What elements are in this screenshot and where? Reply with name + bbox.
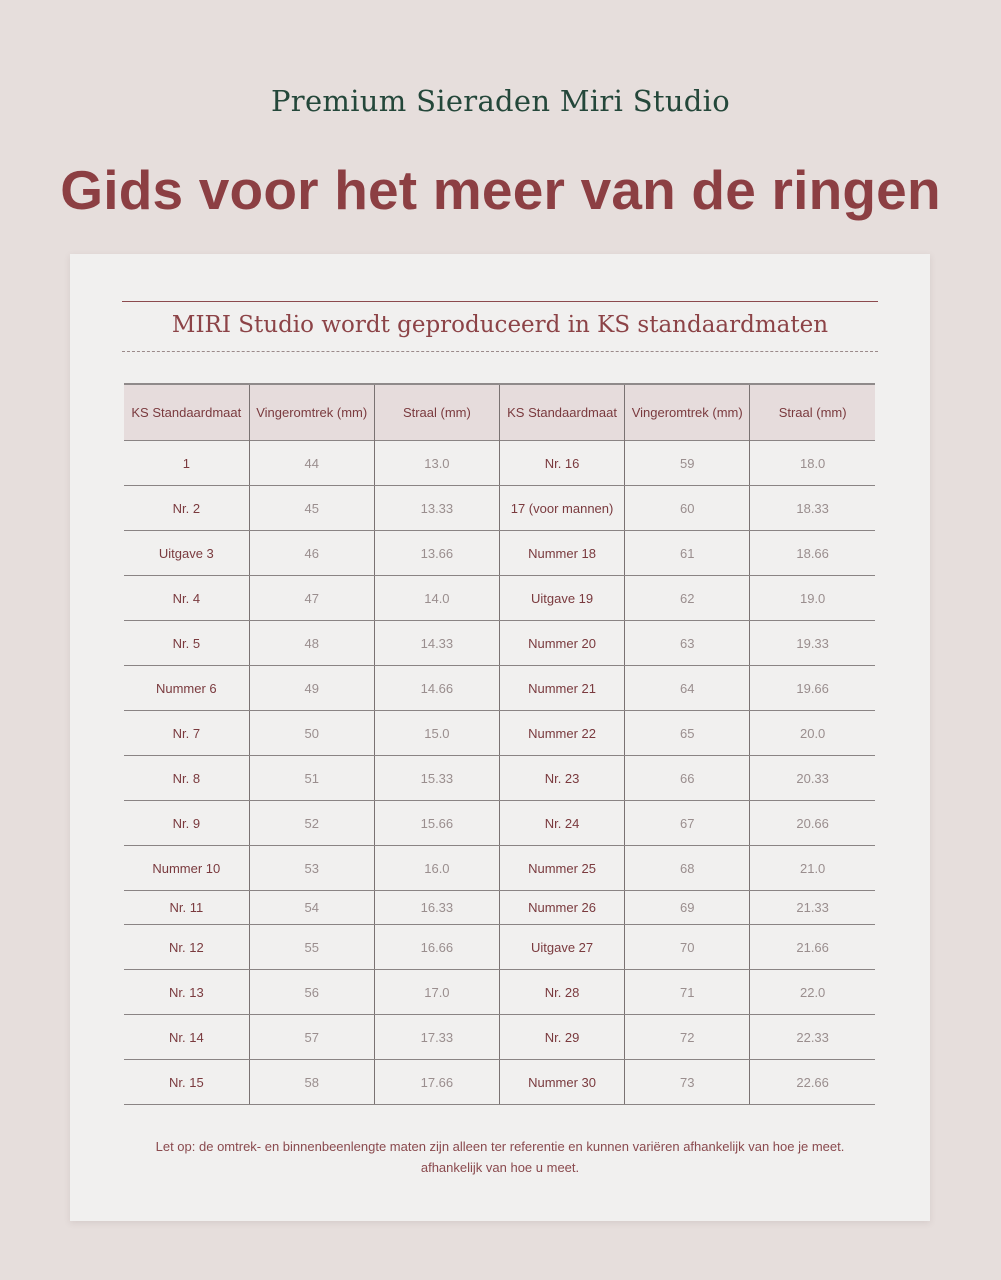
radius-cell: 16.66 xyxy=(374,925,499,970)
circumference-cell: 65 xyxy=(625,711,750,756)
top-divider xyxy=(122,301,878,302)
ks-size-cell: Nummer 10 xyxy=(124,846,249,891)
table-row xyxy=(124,801,875,846)
ks-size-cell: Nummer 22 xyxy=(499,711,624,756)
circumference-cell: 45 xyxy=(249,486,374,531)
radius-cell: 17.0 xyxy=(374,970,499,1015)
radius-cell: 21.0 xyxy=(750,846,875,891)
ks-size-cell: Nr. 5 xyxy=(124,621,249,666)
radius-cell: 18.66 xyxy=(750,531,875,576)
ks-size-cell: Nr. 24 xyxy=(499,801,624,846)
radius-cell: 19.0 xyxy=(750,576,875,621)
radius-cell: 15.66 xyxy=(374,801,499,846)
table-body xyxy=(124,441,875,1105)
table-row xyxy=(124,621,875,666)
ks-size-cell: Nummer 25 xyxy=(499,846,624,891)
circumference-cell: 70 xyxy=(625,925,750,970)
table-header-row xyxy=(124,384,875,441)
column-header-ks-size: KS Standaardmaat xyxy=(124,384,249,441)
radius-cell: 15.0 xyxy=(374,711,499,756)
circumference-cell: 57 xyxy=(249,1015,374,1060)
radius-cell: 14.0 xyxy=(374,576,499,621)
measurement-note xyxy=(110,1136,890,1178)
circumference-cell: 59 xyxy=(625,441,750,486)
radius-cell: 13.0 xyxy=(374,441,499,486)
circumference-cell: 73 xyxy=(625,1060,750,1105)
circumference-cell: 61 xyxy=(625,531,750,576)
column-header-radius: Straal (mm) xyxy=(374,384,499,441)
table-row xyxy=(124,576,875,621)
radius-cell: 20.33 xyxy=(750,756,875,801)
circumference-cell: 62 xyxy=(625,576,750,621)
radius-cell: 14.33 xyxy=(374,621,499,666)
ks-size-cell: Nr. 23 xyxy=(499,756,624,801)
table-row xyxy=(124,846,875,891)
radius-cell: 22.33 xyxy=(750,1015,875,1060)
page-title: Gids voor het meer van de ringen xyxy=(60,159,941,221)
radius-cell: 13.33 xyxy=(374,486,499,531)
note-line: afhankelijk van hoe u meet. xyxy=(420,1160,580,1175)
ring-size-table xyxy=(124,383,875,1105)
table-row xyxy=(124,531,875,576)
radius-cell: 21.33 xyxy=(750,891,875,925)
ks-size-cell: Nr. 16 xyxy=(499,441,624,486)
circumference-cell: 50 xyxy=(249,711,374,756)
table-row xyxy=(124,1060,875,1105)
circumference-cell: 71 xyxy=(625,970,750,1015)
dotted-divider xyxy=(122,351,878,352)
circumference-cell: 58 xyxy=(249,1060,374,1105)
radius-cell: 18.0 xyxy=(750,441,875,486)
table-row xyxy=(124,756,875,801)
circumference-cell: 51 xyxy=(249,756,374,801)
table-row xyxy=(124,1015,875,1060)
column-header-circumference: Vingeromtrek (mm) xyxy=(249,384,374,441)
card-subtitle: MIRI Studio wordt geproduceerd in KS standaardmaten xyxy=(171,312,829,338)
circumference-cell: 44 xyxy=(249,441,374,486)
column-header-radius: Straal (mm) xyxy=(750,384,875,441)
ks-size-cell: Uitgave 3 xyxy=(124,531,249,576)
table-row xyxy=(124,891,875,925)
ks-size-cell: Nr. 15 xyxy=(124,1060,249,1105)
ks-size-cell: Nr. 4 xyxy=(124,576,249,621)
ks-size-cell: Nr. 2 xyxy=(124,486,249,531)
ks-size-cell: Nr. 29 xyxy=(499,1015,624,1060)
radius-cell: 19.66 xyxy=(750,666,875,711)
circumference-cell: 66 xyxy=(625,756,750,801)
table-row xyxy=(124,666,875,711)
radius-cell: 14.66 xyxy=(374,666,499,711)
ks-size-cell: Nummer 21 xyxy=(499,666,624,711)
circumference-cell: 72 xyxy=(625,1015,750,1060)
circumference-cell: 54 xyxy=(249,891,374,925)
circumference-cell: 47 xyxy=(249,576,374,621)
circumference-cell: 48 xyxy=(249,621,374,666)
ks-size-cell: Nr. 12 xyxy=(124,925,249,970)
ks-size-cell: Uitgave 27 xyxy=(499,925,624,970)
ks-size-cell: Nummer 20 xyxy=(499,621,624,666)
column-header-ks-size: KS Standaardmaat xyxy=(499,384,624,441)
table-row xyxy=(124,925,875,970)
circumference-cell: 67 xyxy=(625,801,750,846)
circumference-cell: 60 xyxy=(625,486,750,531)
circumference-cell: 46 xyxy=(249,531,374,576)
radius-cell: 15.33 xyxy=(374,756,499,801)
radius-cell: 17.66 xyxy=(374,1060,499,1105)
table-row xyxy=(124,711,875,756)
size-chart-card xyxy=(70,254,930,1221)
circumference-cell: 64 xyxy=(625,666,750,711)
circumference-cell: 68 xyxy=(625,846,750,891)
circumference-cell: 63 xyxy=(625,621,750,666)
radius-cell: 17.33 xyxy=(374,1015,499,1060)
circumference-cell: 56 xyxy=(249,970,374,1015)
ks-size-cell: Nummer 26 xyxy=(499,891,624,925)
ks-size-cell: Nr. 28 xyxy=(499,970,624,1015)
radius-cell: 20.0 xyxy=(750,711,875,756)
ks-size-cell: Nr. 11 xyxy=(124,891,249,925)
ks-size-cell: Uitgave 19 xyxy=(499,576,624,621)
brand-name: Premium Sieraden Miri Studio xyxy=(270,84,730,118)
column-header-circumference: Vingeromtrek (mm) xyxy=(625,384,750,441)
circumference-cell: 55 xyxy=(249,925,374,970)
ks-size-cell: Nr. 8 xyxy=(124,756,249,801)
radius-cell: 21.66 xyxy=(750,925,875,970)
radius-cell: 18.33 xyxy=(750,486,875,531)
ks-size-cell: 17 (voor mannen) xyxy=(499,486,624,531)
radius-cell: 20.66 xyxy=(750,801,875,846)
radius-cell: 19.33 xyxy=(750,621,875,666)
ks-size-cell: Nummer 18 xyxy=(499,531,624,576)
circumference-cell: 69 xyxy=(625,891,750,925)
ks-size-cell: Nr. 9 xyxy=(124,801,249,846)
radius-cell: 16.33 xyxy=(374,891,499,925)
ks-size-cell: Nr. 7 xyxy=(124,711,249,756)
ks-size-cell: Nr. 13 xyxy=(124,970,249,1015)
note-line: Let op: de omtrek- en binnenbeenlengte maten zijn alleen ter referentie en kunnen variëren afhankelijk van hoe je meet. xyxy=(155,1139,845,1154)
circumference-cell: 53 xyxy=(249,846,374,891)
circumference-cell: 52 xyxy=(249,801,374,846)
ks-size-cell: Nummer 30 xyxy=(499,1060,624,1105)
radius-cell: 22.0 xyxy=(750,970,875,1015)
table-row xyxy=(124,441,875,486)
circumference-cell: 49 xyxy=(249,666,374,711)
table-row xyxy=(124,970,875,1015)
radius-cell: 16.0 xyxy=(374,846,499,891)
table-row xyxy=(124,486,875,531)
ks-size-cell: Nr. 14 xyxy=(124,1015,249,1060)
radius-cell: 13.66 xyxy=(374,531,499,576)
ks-size-cell: Nummer 6 xyxy=(124,666,249,711)
radius-cell: 22.66 xyxy=(750,1060,875,1105)
ks-size-cell: 1 xyxy=(124,441,249,486)
